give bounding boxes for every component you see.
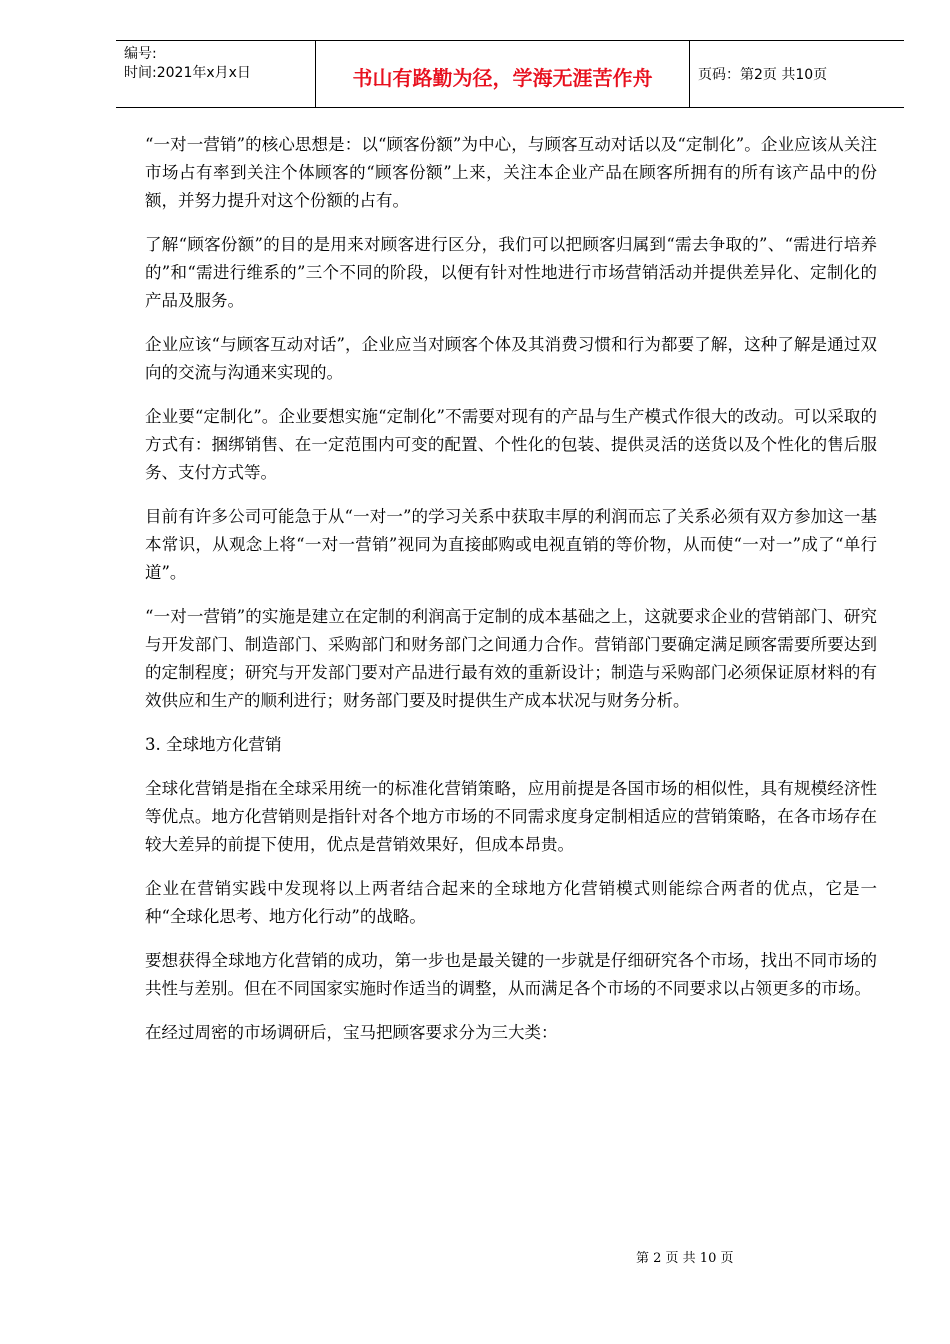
- page-footer: 第 2 页 共 10 页: [636, 1251, 734, 1266]
- header-page-info: 页码：第2页 共10页: [698, 67, 828, 83]
- page-header: [116, 40, 904, 108]
- paragraph-2: 了解“顾客份额”的目的是用来对顾客进行区分，我们可以把顾客归属到“需去争取的”、“需进行培养的”和“需进行维系的”三个不同的阶段，以便有针对性地进行市场营销活动并提供差异化、定制化的产品及服务。: [145, 235, 877, 310]
- paragraph-10: 在经过周密的市场调研后，宝马把顾客要求分为三大类：: [145, 1023, 558, 1042]
- header-meta: [116, 41, 316, 107]
- paragraph-3: 企业应该“与顾客互动对话”，企业应当对顾客个体及其消费习惯和行为都要了解，这种了解是通过双向的交流与沟通来实现的。: [145, 335, 877, 382]
- document-body: [145, 131, 877, 1063]
- header-number-label: 编号:: [124, 46, 157, 62]
- paragraph-9: 要想获得全球地方化营销的成功，第一步也是最关键的一步就是仔细研究各个市场，找出不同市场的共性与差别。但在不同国家实施时作适当的调整，从而满足各个市场的不同要求以占领更多的市场。: [145, 951, 877, 998]
- paragraph-6: “一对一营销”的实施是建立在定制的利润高于定制的成本基础之上，这就要求企业的营销部门、研究与开发部门、制造部门、采购部门和财务部门之间通力合作。营销部门要确定满足顾客需要所要达到的定制程度；研究与开发部门要对产品进行最有效的重新设计；制造与采购部门必须保证原材料的有效供应和生产的顺利进行；财务部门要及时提供生产成本状况与财务分析。: [145, 607, 877, 710]
- section-heading: 3. 全球地方化营销: [145, 735, 282, 754]
- header-time: 时间:2021年x月x日: [124, 65, 251, 81]
- paragraph-4: 企业要“定制化”。企业要想实施“定制化”不需要对现有的产品与生产模式作很大的改动。可以采取的方式有：捆绑销售、在一定范围内可变的配置、个性化的包装、提供灵活的送货以及个性化的售后服务、支付方式等。: [145, 407, 877, 482]
- paragraph-1: “一对一营销”的核心思想是：以“顾客份额”为中心，与顾客互动对话以及“定制化”。企业应该从关注市场占有率到关注个体顾客的“顾客份额”上来，关注本企业产品在顾客所拥有的所有该产品中的份额，并努力提升对这个份额的占有。: [145, 135, 877, 210]
- paragraph-8: 企业在营销实践中发现将以上两者结合起来的全球地方化营销模式则能综合两者的优点，它是一种“全球化思考、地方化行动”的战略。: [145, 879, 877, 926]
- paragraph-5: 目前有许多公司可能急于从“一对一”的学习关系中获取丰厚的利润而忘了关系必须有双方参加这一基本常识，从观念上将“一对一营销”视同为直接邮购或电视直销的等价物，从而使“一对一”成了“单行道”。: [145, 507, 877, 582]
- paragraph-7: 全球化营销是指在全球采用统一的标准化营销策略，应用前提是各国市场的相似性，具有规模经济性等优点。地方化营销则是指针对各个地方市场的不同需求度身定制相适应的营销策略，在各市场存在较大差异的前提下使用，优点是营销效果好，但成本昂贵。: [145, 779, 877, 854]
- header-motto: 书山有路勤为径，学海无涯苦作舟: [316, 41, 690, 107]
